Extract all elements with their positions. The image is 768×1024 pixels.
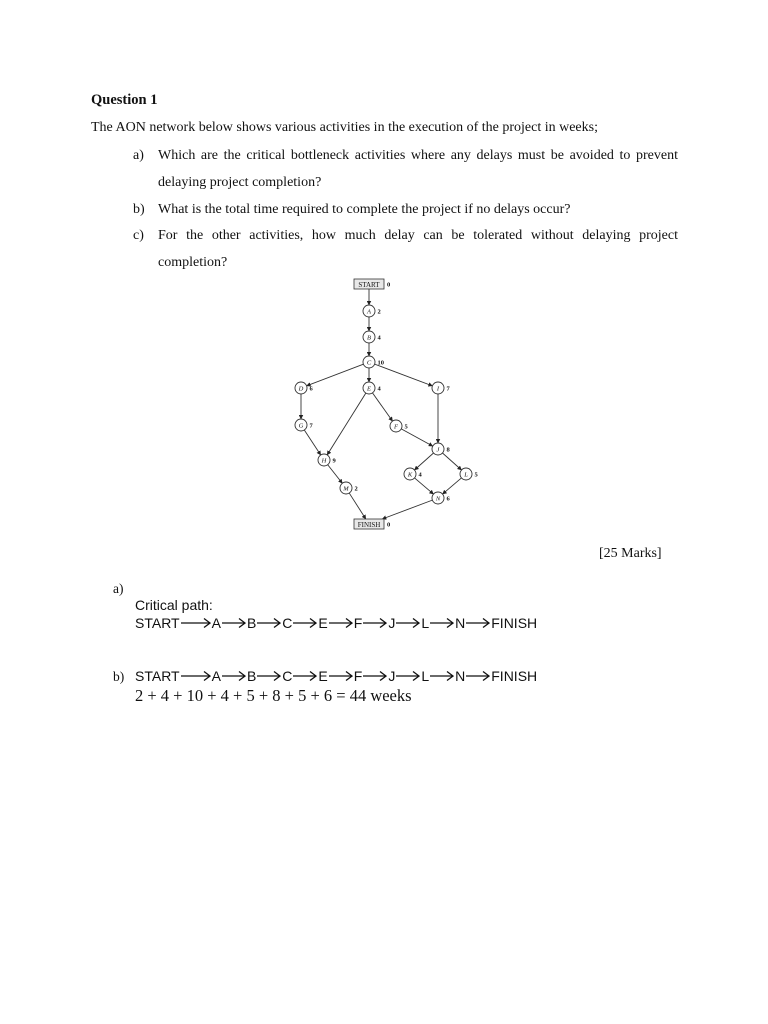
right-arrow-icon <box>430 670 454 682</box>
marks-label: [25 Marks] <box>599 546 662 561</box>
edge-j-l <box>442 453 461 470</box>
node-duration: 6 <box>446 495 450 503</box>
edge-n-finish <box>382 500 432 519</box>
node-e <box>363 382 382 394</box>
node-f <box>390 420 409 432</box>
node-label: I <box>436 385 440 393</box>
node-duration: 10 <box>377 359 384 367</box>
node-duration: 6 <box>309 385 313 393</box>
path-node-finish: FINISH <box>491 668 538 684</box>
path-node-j: J <box>388 668 396 684</box>
node-g <box>295 419 314 431</box>
node-duration: 2 <box>377 308 381 316</box>
edge-m-finish <box>349 493 366 519</box>
path-node-n: N <box>455 615 466 631</box>
item-b-letter: b) <box>133 202 145 217</box>
node-duration: 5 <box>404 423 408 431</box>
node-label: E <box>367 385 371 393</box>
right-arrow-icon <box>222 617 246 629</box>
item-c-letter: c) <box>133 228 144 243</box>
node-label: M <box>343 485 349 493</box>
path-node-start: START <box>135 668 180 684</box>
node-label: J <box>436 446 440 454</box>
node-label: START <box>358 280 380 289</box>
right-arrow-icon <box>293 617 317 629</box>
answer-b-path-sequence <box>135 668 537 684</box>
path-node-f: F <box>353 668 363 684</box>
path-node-a: A <box>211 668 221 684</box>
node-label: FINISH <box>357 520 381 529</box>
node-duration: 9 <box>332 457 336 465</box>
path-node-f: F <box>353 615 363 631</box>
node-h <box>318 454 337 466</box>
edge-f-j <box>401 429 432 446</box>
right-arrow-icon <box>293 670 317 682</box>
edge-j-k <box>414 453 433 470</box>
item-a-text: Which are the critical bottleneck activities where any delays must be avoided to prevent delaying project completion? <box>158 148 678 190</box>
node-duration: 4 <box>418 471 422 479</box>
node-a <box>363 305 381 317</box>
edge-c-d <box>307 364 364 386</box>
right-arrow-icon <box>430 617 454 629</box>
item-a-letter: a) <box>133 148 144 163</box>
node-start <box>354 279 390 289</box>
critical-path-sequence <box>135 615 537 631</box>
edge-e-h <box>327 393 366 455</box>
node-k <box>404 468 423 480</box>
right-arrow-icon <box>396 670 420 682</box>
aon-network-diagram <box>280 272 480 534</box>
node-duration: 8 <box>446 446 450 454</box>
path-node-finish: FINISH <box>491 615 538 631</box>
node-duration: 0 <box>387 521 391 529</box>
right-arrow-icon <box>329 617 353 629</box>
right-arrow-icon <box>363 617 387 629</box>
node-duration: 2 <box>354 485 358 493</box>
node-label: H <box>321 457 327 465</box>
node-label: L <box>464 471 468 479</box>
answer-a-letter: a) <box>113 581 124 596</box>
question-intro: The AON network below shows various activities in the execution of the project in weeks; <box>91 120 598 135</box>
node-label: F <box>394 423 398 431</box>
node-j <box>432 443 451 455</box>
node-label: C <box>366 359 372 367</box>
node-duration: 0 <box>387 281 391 289</box>
right-arrow-icon <box>181 617 211 629</box>
right-arrow-icon <box>363 670 387 682</box>
path-node-l: L <box>421 668 430 684</box>
node-label: A <box>367 308 371 316</box>
total-time-sum: 2 + 4 + 10 + 4 + 5 + 8 + 5 + 6 = 44 weeks <box>135 686 412 705</box>
edge-c-i <box>375 364 433 386</box>
node-duration: 7 <box>309 422 313 430</box>
node-duration: 7 <box>446 385 450 393</box>
question-title: Question 1 <box>91 92 158 108</box>
right-arrow-icon <box>222 670 246 682</box>
path-node-c: C <box>282 615 293 631</box>
node-m <box>340 482 358 494</box>
node-duration: 4 <box>377 385 381 393</box>
path-node-e: E <box>318 668 328 684</box>
path-node-c: C <box>282 668 293 684</box>
edge-h-m <box>328 465 343 484</box>
right-arrow-icon <box>466 617 490 629</box>
edge-k-n <box>415 478 434 494</box>
node-duration: 4 <box>377 334 381 342</box>
edge-g-h <box>304 430 320 455</box>
right-arrow-icon <box>329 670 353 682</box>
node-l <box>460 468 479 480</box>
node-label: B <box>367 334 371 342</box>
right-arrow-icon <box>257 617 281 629</box>
right-arrow-icon <box>257 670 281 682</box>
node-i <box>432 382 451 394</box>
node-b <box>363 331 382 343</box>
path-node-a: A <box>211 615 221 631</box>
node-label: K <box>407 471 413 479</box>
path-node-n: N <box>455 668 466 684</box>
right-arrow-icon <box>181 670 211 682</box>
path-node-j: J <box>388 615 396 631</box>
edge-e-f <box>372 393 392 421</box>
node-duration: 5 <box>474 471 478 479</box>
critical-path-label: Critical path: <box>135 597 213 613</box>
answer-b-letter: b) <box>113 669 125 684</box>
node-n <box>432 492 451 504</box>
edge-l-n <box>443 478 462 494</box>
path-node-b: B <box>246 615 257 631</box>
right-arrow-icon <box>466 670 490 682</box>
node-c <box>363 356 384 368</box>
node-finish <box>354 519 390 529</box>
item-b-text: What is the total time required to complete the project if no delays occur? <box>158 202 571 217</box>
node-label: D <box>298 385 304 393</box>
path-node-start: START <box>135 615 180 631</box>
path-node-e: E <box>318 615 328 631</box>
path-node-l: L <box>421 615 430 631</box>
item-c-text: For the other activities, how much delay can be tolerated without delaying project completion? <box>158 228 678 270</box>
path-node-b: B <box>246 668 257 684</box>
right-arrow-icon <box>396 617 420 629</box>
node-label: G <box>298 422 304 430</box>
node-label: N <box>435 495 441 503</box>
